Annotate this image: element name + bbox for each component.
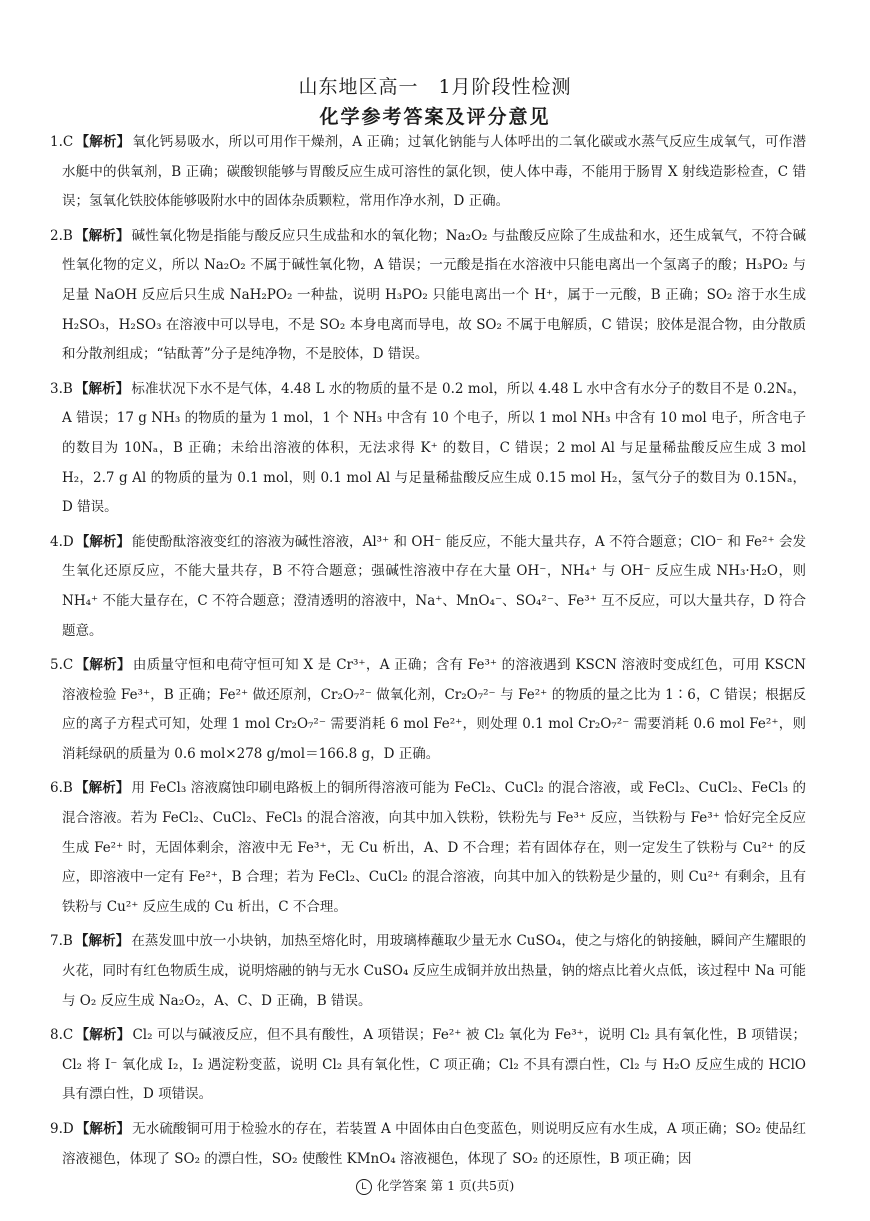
answer-item-5 — [50, 651, 806, 769]
analysis-tag: 【解析】 — [75, 657, 131, 674]
analysis-tag: 【解析】 — [75, 134, 131, 150]
answer-number: 3.B — [50, 380, 73, 397]
answer-number: 7.B — [50, 933, 73, 950]
analysis-tag: 【解析】 — [75, 1121, 131, 1137]
answer-text: 标准状况下水不是气体，4.48 L 水的物质的量不是 0.2 mol，所以 4.48 L 水中含有水分子的数目不是 0.2Nₐ，A 错误；17 g NH₃ 的物质的量为 1 mol，1 个 NH₃ 中含有 10 个电子，所以 1 mol NH₃ 中含有 10 mol 电子，所含电子的数目为 10Nₐ，B 正确；未给出溶液的体积，无法求得 K⁺ 的数目，C 错误；2 mol Al 与足量稀盐酸反应生成 3 mol H₂，2.7 g Al 的物质的量为 0.1 mol，则 0.1 mol Al 与足量稀盐酸反应生成 0.15 mol H₂，氢气分子的数目为 0.15Nₐ，D 错误。 — [62, 380, 806, 516]
answer-text: 在蒸发皿中放一小块钠，加热至熔化时，用玻璃棒蘸取少量无水 CuSO₄，使之与熔化的钠接触，瞬间产生耀眼的火花，同时有红色物质生成，说明熔融的钠与无水 CuSO₄ 反应生成铜并放出热量，钠的熔点比着火点低，该过程中 Na 可能与 O₂ 反应生成 Na₂O₂，A、C、D 正确，B 错误。 — [62, 933, 807, 1009]
analysis-tag: 【解析】 — [75, 533, 131, 550]
answer-text: 由质量守恒和电荷守恒可知 X 是 Cr³⁺，A 正确；含有 Fe³⁺ 的溶液遇到 KSCN 溶液时变成红色，可用 KSCN 溶液检验 Fe³⁺，B 正确；Fe²⁺ 做还原剂，Cr₂O₇²⁻ 做氧化剂，Cr₂O₇²⁻ 与 Fe²⁺ 的物质的量之比为 1∶6，C 错误；根据反应的离子方程式可知，处理 1 mol Cr₂O₇²⁻ 需要消耗 6 mol Fe²⁺，则处理 0.1 mol Cr₂O₇²⁻ 需要消耗 0.6 mol Fe²⁺，则消耗绿矾的质量为 0.6 mol×278 g/mol＝166.8 g，D 正确。 — [62, 657, 806, 762]
answer-text: Cl₂ 可以与碱液反应，但不具有酸性，A 项错误；Fe²⁺ 被 Cl₂ 氧化为 Fe³⁺，说明 Cl₂ 具有氧化性，B 项错误；Cl₂ 将 I⁻ 氧化成 I₂，I₂ 遇淀粉变蓝，说明 Cl₂ 具有氧化性，C 项正确；Cl₂ 不具有漂白性，Cl₂ 与 H₂O 反应生成的 HClO 具有漂白性，D 项错误。 — [62, 1027, 807, 1103]
answer-number: 5.C — [50, 657, 74, 674]
answer-item-6 — [50, 774, 807, 922]
circled-l-mark: L — [356, 1179, 372, 1195]
page-footer — [0, 1176, 870, 1195]
answer-text: 无水硫酸铜可用于检验水的存在，若装置 A 中固体由白色变蓝色，则说明反应有水生成，A 项正确；SO₂ 使品红溶液褪色，体现了 SO₂ 的漂白性，SO₂ 使酸性 KMnO₄ 溶液褪色，体现了 SO₂ 的还原性，B 项正确；因 — [62, 1121, 807, 1167]
answer-number: 1.C — [50, 134, 74, 150]
page-title: 山东地区高一 1月阶段性检测 — [298, 76, 572, 98]
page-subtitle: 化学参考答案及评分意见 — [319, 106, 551, 128]
analysis-tag: 【解析】 — [75, 1027, 131, 1044]
answer-text: 碱性氧化物是指能与酸反应只生成盐和水的氧化物；Na₂O₂ 与盐酸反应除了生成盐和水，还生成氧气，不符合碱性氧化物的定义，所以 Na₂O₂ 不属于碱性氧化物，A 错误；一元酸是指在水溶液中只能电离出一个氢离子的酸；H₃PO₂ 与足量 NaOH 反应后只生成 NaH₂PO₂ 一种盐，说明 H₃PO₂ 只能电离出一个 H⁺，属于一元酸，B 正确；SO₂ 溶于水生成 H₂SO₃，H₂SO₃ 在溶液中可以导电，不是 SO₂ 本身电离而导电，故 SO₂ 不属于电解质，C 错误；胶体是混合物，由分散质和分散剂组成；“钴酞菁”分子是纯净物，不是胶体，D 错误。 — [62, 227, 807, 363]
analysis-tag: 【解析】 — [74, 933, 130, 950]
answer-number: 4.D — [50, 533, 74, 550]
answer-item-9 — [50, 1115, 807, 1174]
answer-item-7 — [50, 927, 807, 1016]
answer-item-2 — [50, 222, 807, 370]
answer-number: 2.B — [50, 227, 73, 244]
analysis-tag: 【解析】 — [74, 380, 130, 397]
answer-number: 9.D — [50, 1121, 74, 1137]
answer-item-4 — [50, 528, 807, 646]
answer-text: 氧化钙易吸水，所以可用作干燥剂，A 正确；过氧化钠能与人体呼出的二氧化碳或水蒸气反应生成氧气，可作潜水艇中的供氧剂，B 正确；碳酸钡能够与胃酸反应生成可溶性的氯化钡，使人体中毒，不能用于肠胃 X 射线造影检查，C 错误；氢氧化铁胶体能够吸附水中的固体杂质颗粒，常用作净水剂，D 正确。 — [62, 134, 806, 210]
answer-number: 8.C — [50, 1027, 74, 1044]
answer-list — [50, 128, 807, 1179]
analysis-tag: 【解析】 — [74, 227, 130, 244]
footer-text: 化学答案 第 1 页(共5页) — [376, 1178, 515, 1193]
answer-text: 能使酚酞溶液变红的溶液为碱性溶液，Al³⁺ 和 OH⁻ 能反应，不能大量共存，A 不符合题意；ClO⁻ 和 Fe²⁺ 会发生氧化还原反应，不能大量共存，B 不符合题意；强碱性溶液中存在大量 OH⁻，NH₄⁺ 与 OH⁻ 反应生成 NH₃·H₂O，则 NH₄⁺ 不能大量存在，C 不符合题意；澄清透明的溶液中，Na⁺、MnO₄⁻、SO₄²⁻、Fe³⁺ 互不反应，可以大量共存，D 符合题意。 — [62, 533, 807, 639]
answer-item-1 — [50, 128, 806, 217]
answer-item-3 — [50, 375, 806, 523]
answer-text: 用 FeCl₃ 溶液腐蚀印刷电路板上的铜所得溶液可能为 FeCl₂、CuCl₂ 的混合溶液，或 FeCl₂、CuCl₂、FeCl₃ 的混合溶液。若为 FeCl₂、CuCl₂、FeCl₃ 的混合溶液，向其中加入铁粉，铁粉先与 Fe³⁺ 反应，当铁粉与 Fe³⁺ 恰好完全反应生成 Fe²⁺ 时，无固体剩余，溶液中无 Fe³⁺，无 Cu 析出，A、D 不合理；若有固体存在，则一定发生了铁粉与 Cu²⁺ 的反应，即溶液中一定有 Fe²⁺，B 合理；若为 FeCl₂、CuCl₂ 的混合溶液，向其中加入的铁粉是少量的，则 Cu²⁺ 有剩余，且有铁粉与 Cu²⁺ 反应生成的 Cu 析出，C 不合理。 — [62, 780, 807, 915]
answer-item-8 — [50, 1021, 807, 1110]
answer-number: 6.B — [50, 780, 73, 797]
analysis-tag: 【解析】 — [74, 780, 130, 797]
